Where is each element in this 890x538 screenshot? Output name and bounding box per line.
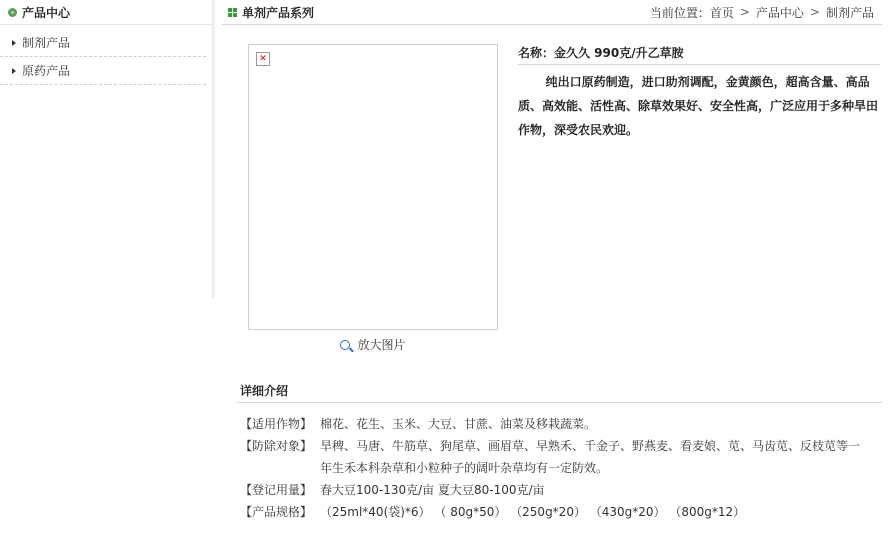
- sidebar-title: 产品中心: [22, 5, 71, 20]
- details-value: （25ml*40(袋)*6） （ 80g*50） （250g*20） （430g*20） （800g*12）: [320, 505, 746, 519]
- broken-image-icon: ✕: [256, 52, 270, 66]
- sidebar: [0, 0, 212, 298]
- sidebar-divider: [212, 0, 216, 298]
- breadcrumb-formulations[interactable]: 制剂产品: [825, 5, 874, 20]
- sidebar-item-label: 原药产品: [22, 64, 71, 78]
- breadcrumb-home[interactable]: 首页: [709, 5, 734, 20]
- triangle-right-icon: [12, 68, 16, 74]
- main-header: [222, 0, 882, 25]
- product-name: 名称：金久久 990克/升乙草胺: [518, 44, 880, 65]
- details-row: [240, 479, 870, 501]
- sidebar-header: [0, 0, 212, 25]
- details-table: [240, 413, 870, 523]
- zoom-image-link[interactable]: [248, 336, 498, 353]
- sidebar-list: [0, 29, 212, 85]
- breadcrumb-product-center[interactable]: 产品中心: [755, 5, 804, 20]
- breadcrumb-prefix: 当前位置：: [649, 5, 710, 20]
- details-label: 【适用作物】: [240, 417, 313, 431]
- details-row: [240, 435, 870, 479]
- product-description: 纯出口原药制造，进口助剂调配，金黄颜色，超高含量、高品质、高效能、活性高、除草效果好、安全性高，广泛应用于多种旱田作物，深受农民欢迎。: [518, 75, 879, 137]
- magnifier-icon: [340, 340, 350, 350]
- product-image[interactable]: [248, 44, 498, 330]
- details-value: 旱稗、马唐、牛筋草、狗尾草、画眉草、早熟禾、千金子、野燕麦、看麦娘、苋、马齿苋、反枝苋等一年生禾本科杂草和小粒种子的阔叶杂草均有一定防效。: [320, 439, 861, 475]
- details-label: 【产品规格】: [240, 505, 313, 519]
- breadcrumb-separator: >: [809, 5, 820, 19]
- breadcrumb: [650, 4, 874, 21]
- sidebar-item-technical[interactable]: [0, 57, 206, 85]
- sidebar-item-formulations[interactable]: [0, 29, 206, 57]
- details-value: 棉花、花生、玉米、大豆、甘蔗、油菜及移栽蔬菜。: [320, 417, 597, 431]
- sidebar-item-label: 制剂产品: [22, 36, 71, 50]
- details-row: [240, 413, 870, 435]
- details-label: 【登记用量】: [240, 483, 313, 497]
- circle-bullet-icon: [8, 8, 17, 17]
- details-title: 详细介绍: [236, 382, 882, 403]
- triangle-right-icon: [12, 40, 16, 46]
- details-row: [240, 501, 870, 523]
- details-label: 【防除对象】: [240, 439, 313, 453]
- details-value: 春大豆100-130克/亩 夏大豆80-100克/亩: [320, 483, 545, 497]
- page-title: 单剂产品系列: [242, 5, 315, 20]
- zoom-image-label: 放大图片: [357, 338, 406, 352]
- grid-icon: [228, 8, 237, 17]
- breadcrumb-separator: >: [739, 5, 750, 19]
